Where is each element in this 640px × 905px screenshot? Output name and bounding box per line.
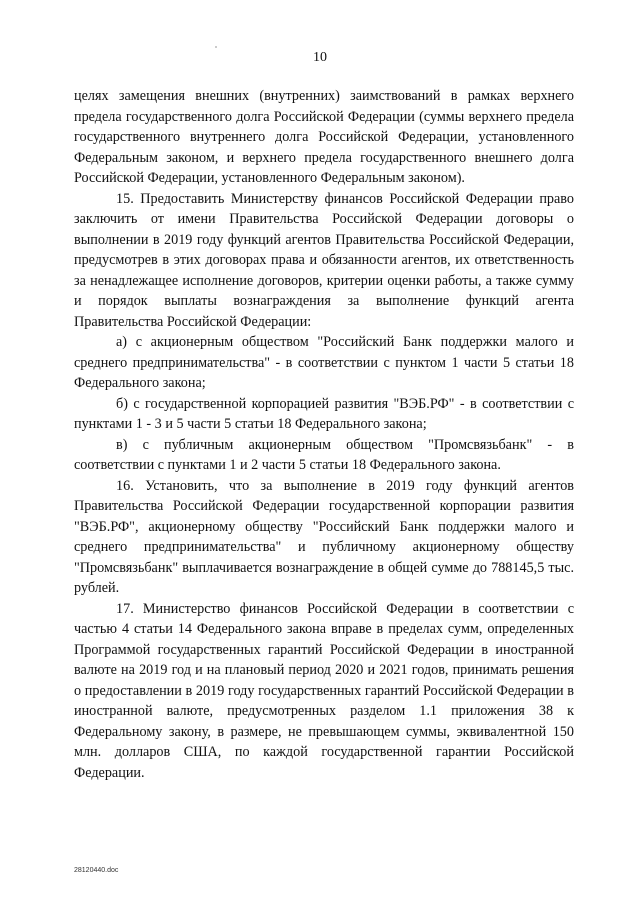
paragraph-item-15: 15. Предоставить Министерству финансов Российской Федерации право заключить от имени Правительства Российской Федерации договоры о выполнении в 2019 году функций агентов Правительства Российской Федерации, предусмотрев в этих договорах права и обязанности агентов, их ответственность за ненадлежащее исполнение договоров, критерии оценки работы, а также сумму и порядок выплаты вознаграждения за выполнение функций агента Правительства Российской Федерации: [74,190,574,330]
paragraph-subitem-v: в) с публичным акционерным обществом "Промсвязьбанк" - в соответствии с пунктами 1 и 2 части 5 статьи 18 Федерального закона. [74,436,574,473]
scan-speck [215,46,217,48]
paragraph-continuation: целях замещения внешних (внутренних) заимствований в рамках верхнего предела государственного долга Российской Федерации (суммы верхнего предела государственного внутреннего долга Российской Федерации, установленного Федеральным законом, и верхнего предела государственного внешнего долга Российской Федерации, установленного Федеральным законом). [74,88,574,186]
paragraph-subitem-a: а) с акционерным обществом "Российский Банк поддержки малого и среднего предпринимательства" - в соответствии с пунктом 1 части 5 статьи 18 Федерального закона; [74,334,574,391]
document-body [74,86,574,783]
paragraph-subitem-b: б) с государственной корпорацией развития "ВЭБ.РФ" - в соответствии с пунктами 1 - 3 и 5 части 5 статьи 18 Федерального закона; [74,395,574,432]
paragraph-item-17: 17. Министерство финансов Российской Федерации в соответствии с частью 4 статьи 14 Федерального закона вправе в пределах сумм, определенных Программой государственных гарантий Российской Федерации в иностранной валюте на 2019 год и на плановый период 2020 и 2021 годов, принимать решения о предоставлении в 2019 году государственных гарантий Российской Федерации в иностранной валюте, предусмотренных разделом 1.1 приложения 38 к Федеральному закону, в размере, не превышающем суммы, эквивалентной 150 млн. долларов США, по каждой государственной гарантии Российской Федерации. [74,600,574,781]
paragraph-item-16: 16. Установить, что за выполнение в 2019 году функций агентов Правительства Российской Федерации государственной корпорации развития "ВЭБ.РФ", акционерному обществу "Российский Банк поддержки малого и среднего предпринимательства" и публичному акционерному обществу "Промсвязьбанк" выплачивается вознаграждение в общей сумме до 788145,5 тыс. рублей. [74,477,574,596]
page-number: 10 [313,50,327,65]
footer-file-code: 28120440.doc [74,867,119,874]
